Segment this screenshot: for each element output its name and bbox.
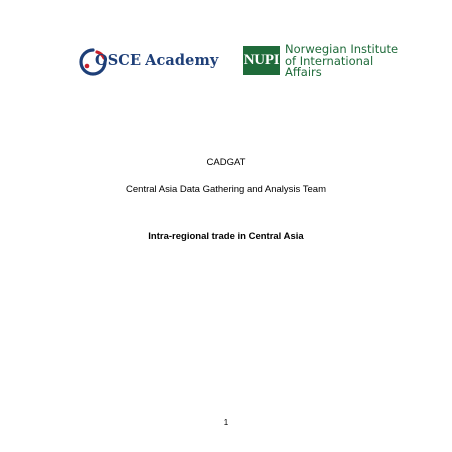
nupi-name-line-3: Affairs [285, 65, 322, 79]
osce-academy-wordmark [95, 52, 218, 69]
document-title: Intra-regional trade in Central Asia [148, 231, 304, 242]
nupi-mark: NUPI [243, 46, 280, 75]
acronym-heading: CADGAT [206, 157, 246, 168]
nupi-name-line-2: of International [285, 53, 374, 68]
nupi-name-line-1: Norwegian Institute [285, 42, 399, 56]
osce-wordmark-academy: Academy [145, 52, 219, 69]
nupi-logo [243, 42, 403, 81]
page-number: 1 [223, 418, 229, 427]
team-name: Central Asia Data Gathering and Analysis Team [126, 184, 326, 195]
osce-wordmark-osce: OSCE [95, 52, 142, 69]
nupi-name [285, 44, 398, 79]
osce-academy-logo [78, 47, 228, 77]
